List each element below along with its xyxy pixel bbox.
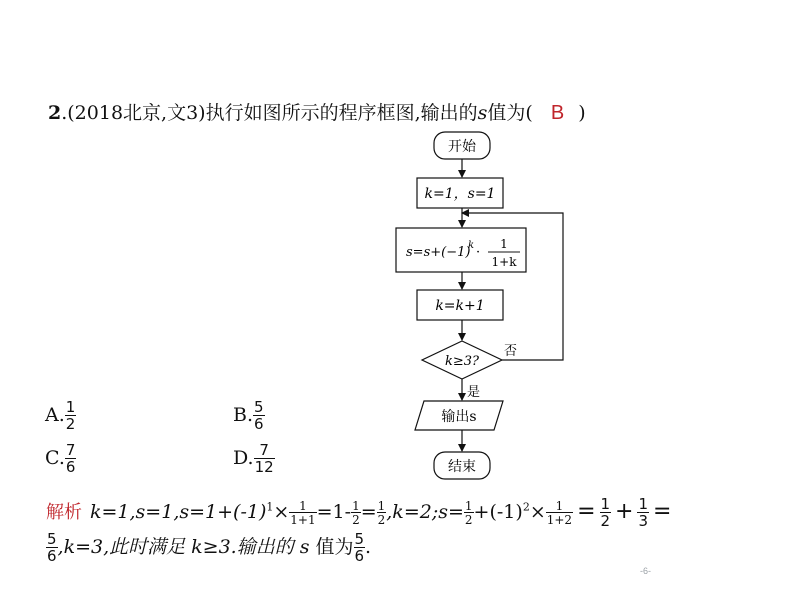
sol-part-c: ,k=2;s= [386, 501, 464, 523]
sol-times-1: × [273, 501, 290, 523]
question-var: s [477, 102, 488, 124]
option-d-den: 12 [254, 458, 274, 476]
answer-letter: B [550, 102, 565, 124]
sol-frac-5-num: 1 [555, 499, 564, 513]
sol-sup-1: 1 [266, 500, 274, 514]
sol-frac-8 [46, 532, 58, 564]
option-d-num: 7 [259, 441, 269, 459]
option-b-fraction [253, 400, 265, 432]
sol-frac-6-den: 2 [600, 512, 611, 530]
solution-line-2 [46, 532, 371, 564]
sol-frac-4-den: 2 [464, 513, 473, 527]
sol-eq-2: = [577, 499, 596, 524]
sol-sup-2: 2 [522, 500, 530, 514]
question-number: 2 [48, 102, 62, 124]
update-s-denominator: 1+k [491, 255, 517, 269]
sol-frac-9-num: 5 [354, 530, 365, 548]
option-b-num: 5 [254, 398, 264, 416]
question-text-2: 值为( [487, 102, 533, 124]
option-b [233, 400, 265, 432]
init-label: k=1，s=1 [424, 186, 496, 202]
sol-frac-7-num: 1 [638, 495, 649, 513]
sol-frac-7-den: 3 [638, 512, 649, 530]
sol-frac-2-num: 1 [352, 499, 360, 513]
start-label: 开始 [448, 139, 476, 155]
sol-frac-5-den: 1+2 [546, 513, 573, 527]
sol-frac-8-num: 5 [47, 530, 57, 548]
option-a-num: 1 [65, 398, 76, 416]
sol-frac-3-num: 1 [377, 499, 386, 513]
sol-frac-2 [351, 500, 361, 526]
sol-line2-end: . [365, 536, 372, 558]
sol-part-b: =1- [316, 501, 352, 523]
sol-line2-b: 值为 [315, 536, 354, 558]
option-d-fraction [254, 443, 275, 475]
sol-frac-1-num: 1 [299, 499, 307, 513]
sol-frac-4 [464, 500, 474, 526]
option-a-den: 2 [65, 415, 76, 433]
option-c-fraction [65, 443, 77, 475]
option-c-num: 7 [65, 441, 76, 459]
option-a-label: A. [45, 404, 65, 426]
sol-part-a: k=1,s=1,s=1+(-1) [90, 501, 267, 523]
question-text: 执行如图所示的程序框图,输出的 [205, 102, 478, 124]
question-close-paren: ) [578, 102, 586, 124]
question-source: .(2018北京,文3) [61, 102, 206, 124]
sol-times-2: × [529, 501, 546, 523]
sol-frac-6 [600, 497, 612, 529]
option-d [233, 443, 275, 475]
sol-frac-8-den: 6 [47, 547, 57, 565]
option-c-den: 6 [65, 458, 76, 476]
solution-label: 解析 [46, 502, 82, 523]
update-s-exponent: k [468, 240, 475, 251]
sol-frac-5 [546, 500, 573, 526]
sol-frac-1-den: 1+1 [290, 513, 316, 527]
option-a-fraction [65, 400, 77, 432]
no-label: 否 [504, 344, 518, 359]
update-s-formula: s=s+(−1) [406, 245, 471, 260]
sol-frac-6-num: 1 [600, 495, 611, 513]
sol-frac-9 [354, 532, 366, 564]
sol-eq-3: = [653, 499, 672, 524]
sol-frac-9-den: 6 [354, 547, 365, 565]
sol-frac-1 [289, 500, 316, 526]
option-c-label: C. [45, 447, 65, 469]
sol-part-d: +(-1) [473, 501, 523, 523]
option-a [45, 400, 76, 432]
sol-plus: + [615, 499, 634, 524]
condition-label: k≥3? [444, 354, 480, 369]
update-s-numerator: 1 [500, 237, 508, 251]
sol-frac-2-den: 2 [352, 513, 360, 527]
yes-label: 是 [467, 385, 481, 400]
update-k-label: k=k+1 [435, 298, 485, 314]
option-d-label: D. [233, 447, 254, 469]
sol-frac-3 [377, 500, 387, 526]
output-label: 输出s [441, 409, 477, 425]
end-label: 结束 [448, 459, 476, 475]
sol-frac-4-num: 1 [464, 499, 473, 513]
page-number: -6- [640, 566, 651, 576]
sol-frac-7 [637, 497, 649, 529]
sol-line2-k: k≥3.输出的 [191, 536, 294, 558]
sol-line2-a: ,k=3,此时满足 [57, 536, 186, 558]
sol-eq-1: = [360, 501, 377, 523]
sol-frac-3-den: 2 [377, 513, 386, 527]
update-s-dot: · [476, 245, 481, 260]
sol-line2-s: s [299, 536, 310, 558]
option-b-label: B. [233, 404, 254, 426]
option-c [45, 443, 76, 475]
solution-line-1 [46, 497, 675, 529]
option-b-den: 6 [254, 415, 264, 433]
